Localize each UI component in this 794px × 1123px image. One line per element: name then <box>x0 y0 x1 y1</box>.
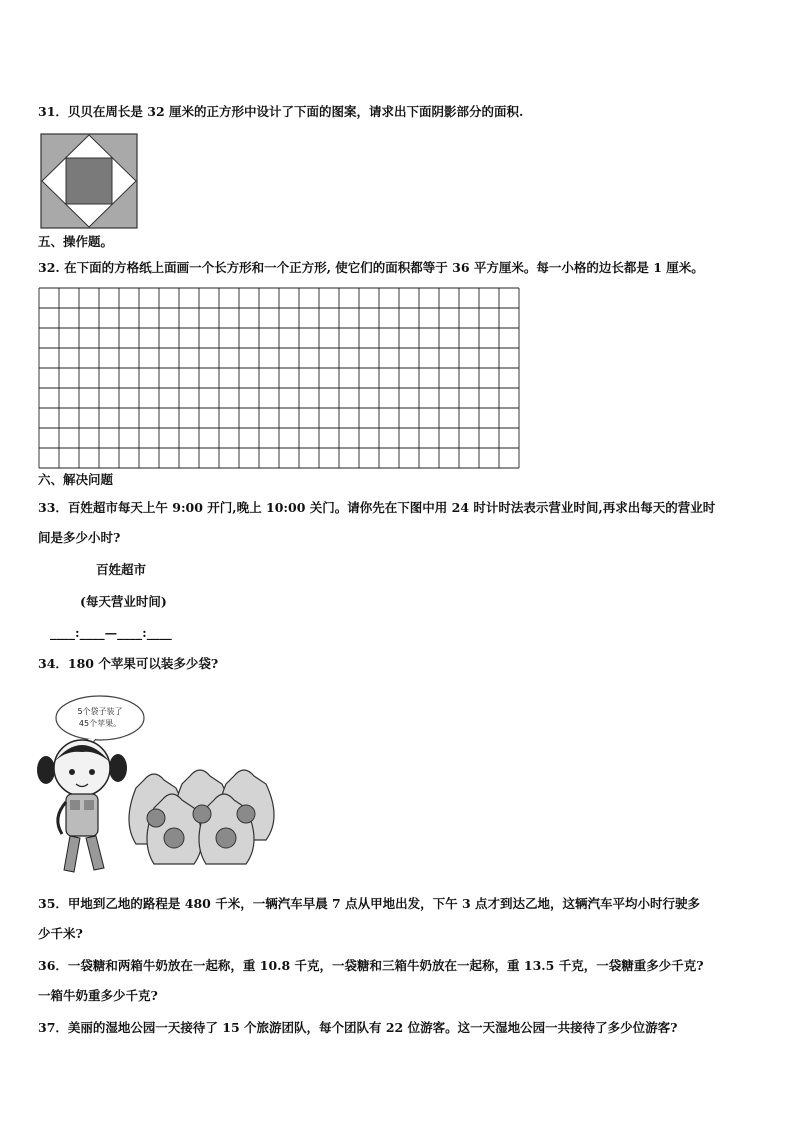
section-6-heading: 六、解决问题 <box>38 472 114 487</box>
store-sign-subtitle: (每天营业时间) <box>80 594 167 609</box>
question-34: 34．180 个苹果可以装多少袋? <box>38 656 219 671</box>
speech-bubble-line-1: 5个袋子装了 <box>77 707 123 716</box>
speech-bubble-line-2: 45个苹果。 <box>78 719 122 728</box>
girl-with-apple-bags-illustration <box>36 692 294 880</box>
speech-bubble <box>56 696 144 740</box>
question-36-line-1: 36．一袋糖和两箱牛奶放在一起称，重 10.8 千克，一袋糖和三箱牛奶放在一起称，重 13.5 千克，一袋糖重多少千克? <box>38 958 704 973</box>
question-31: 31．贝贝在周长是 32 厘米的正方形中设计了下面的图案，请求出下面阴影部分的面积. <box>38 104 524 119</box>
question-32: 32. 在下面的方格纸上面画一个长方形和一个正方形, 使它们的面积都等于 36 平方厘米。每一小格的边长都是 1 厘米。 <box>38 260 704 275</box>
girl-figure <box>37 740 127 872</box>
question-35-line-2: 少千米? <box>38 926 83 941</box>
section-5-heading: 五、操作题。 <box>38 234 114 249</box>
question-36-line-2: 一箱牛奶重多少千克? <box>38 988 158 1003</box>
question-35-line-1: 35．甲地到乙地的路程是 480 千米，一辆汽车早晨 7 点从甲地出发，下午 3 点才到达乙地，这辆汽车平均小时行驶多 <box>38 896 700 911</box>
square-pattern-figure <box>40 133 138 229</box>
question-33-line-1: 33．百姓超市每天上午 9:00 开门,晚上 10:00 关门。请你先在下图中用 24 时计时法表示营业时间,再求出每天的营业时 <box>38 500 716 515</box>
opening-hours-blanks[interactable]: ____:____—____:____ <box>50 625 172 640</box>
question-33-line-2: 间是多少小时? <box>38 530 121 545</box>
grid-paper[interactable] <box>38 287 520 469</box>
question-37: 37．美丽的湿地公园一天接待了 15 个旅游团队，每个团队有 22 位游客。这一天湿地公园一共接待了多少位游客? <box>38 1020 678 1035</box>
store-sign-title: 百姓超市 <box>96 562 147 577</box>
